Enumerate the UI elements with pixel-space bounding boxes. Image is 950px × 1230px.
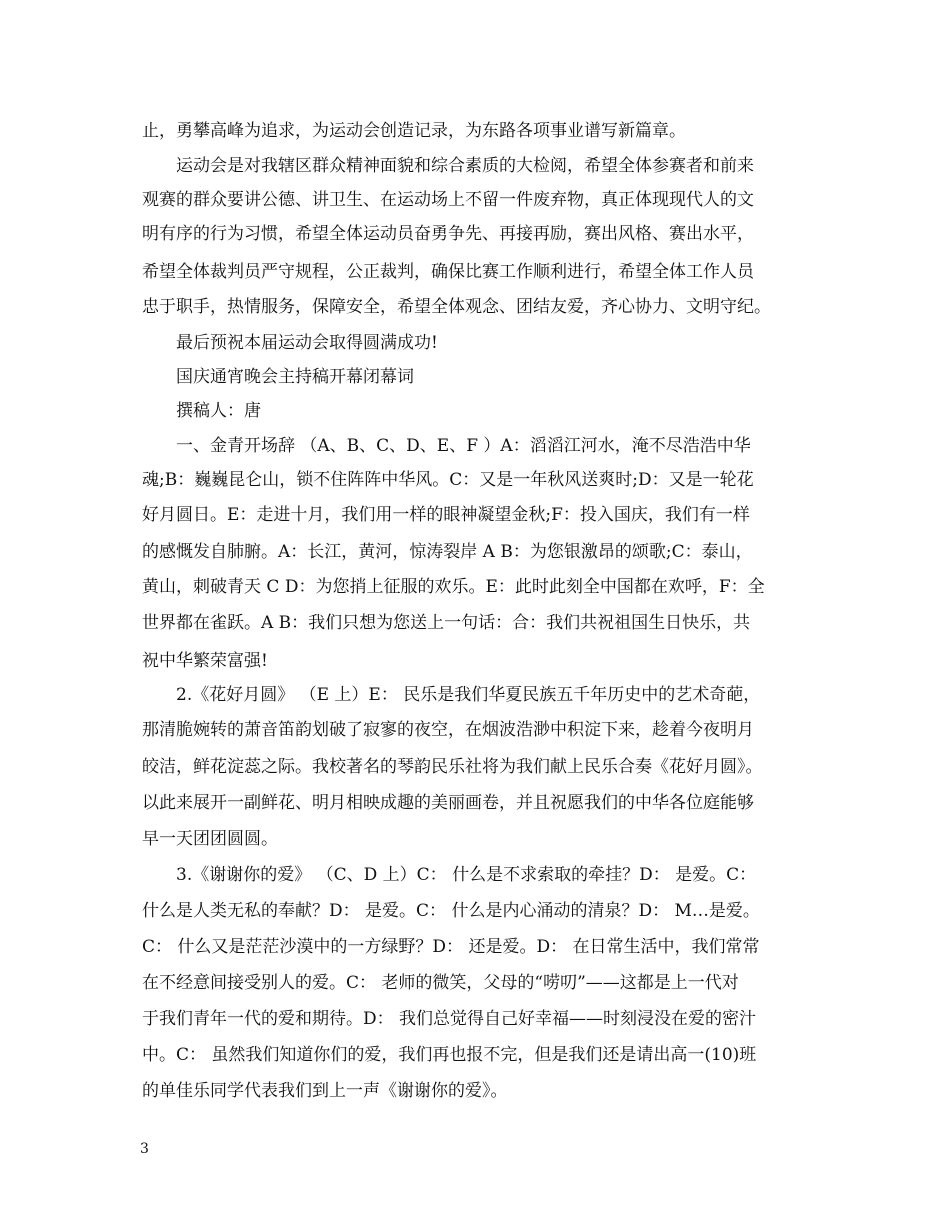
text-line: 希望全体裁判员严守规程，公正裁判，确保比赛工作顺利进行，希望全体工作人员 [142,262,754,282]
text-line: 中。C： 虽然我们知道你们的爱，我们再也报不完，但是我们还是请出高一(10)班 [142,1045,757,1065]
text-line: 以此来展开一副鲜花、明月相映成趣的美丽画卷，并且祝愿我们的中华各位庭能够 [142,793,754,813]
text-line: 一、金青开场辞 （A、B、C、D、E、F ）A：滔滔江河水，淹不尽浩浩中华 [176,436,751,456]
text-line: 早一天团团圆圆。 [142,829,278,849]
text-line: 于我们青年一代的爱和期待。D： 我们总觉得自己好幸福——时刻浸没在爱的密汁 [142,1009,757,1029]
text-line: 忠于职手，热情服务，保障安全，希望全体观念、团结友爱，齐心协力、文明守纪。 [142,297,771,317]
text-line: 2.《花好月圆》 （E 上）E： 民乐是我们华夏民族五千年历史中的艺术奇葩， [176,685,761,705]
text-line: 世界都在雀跃。A B：我们只想为您送上一句话：合：我们共祝祖国生日快乐，共 [142,613,751,633]
text-line: 祝中华繁荣富强! [142,651,268,671]
page-number: 3 [140,1141,149,1157]
text-line: C： 什么又是茫茫沙漠中的一方绿野？D： 还是爱。D： 在日常生活中，我们常常 [142,937,760,957]
text-line: 最后预祝本届运动会取得圆满成功! [176,333,438,353]
text-line: 观赛的群众要讲公德、讲卫生、在运动场上不留一件废弃物，真正体现现代人的文 [142,190,754,210]
text-line: 的感慨发自肺腑。A：长江，黄河，惊涛裂岸 A B：为您银激昂的颂歌;C：泰山， [142,542,753,562]
text-line: 皎洁，鲜花淀蕊之际。我校著名的琴韵民乐社将为我们献上民乐合奏《花好月圆》。 [142,757,763,777]
text-line: 好月圆日。E：走进十月，我们用一样的眼神凝望金秋;F：投入国庆，我们有一样 [142,505,750,525]
text-line: 运动会是对我辖区群众精神面貌和综合素质的大检阅，希望全体参赛者和前来 [176,156,754,176]
text-line: 什么是人类无私的奉献？D： 是爱。C： 什么是内心涌动的清泉？D： M…是爱。 [142,901,760,921]
text-line: 的单佳乐同学代表我们到上一声《谢谢你的爱》。 [142,1081,508,1101]
text-line: 魂;B：巍巍昆仑山，锁不住阵阵中华风。C：又是一年秋风送爽时;D：又是一轮花 [142,470,754,490]
text-line: 撰稿人：唐 [176,401,261,421]
text-line: 3.《谢谢你的爱》 （C、D 上）C： 什么是不求索取的牵挂？D： 是爱。C： [176,865,757,885]
text-line: 国庆通宵晚会主持稿开幕闭幕词 [176,367,414,387]
text-line: 那清脆婉转的萧音笛韵划破了寂寥的夜空，在烟波浩渺中积淀下来，趁着今夜明月 [142,720,754,740]
text-line: 止，勇攀高峰为追求，为运动会创造记录，为东路各项事业谱写新篇章。 [142,121,686,141]
text-line: 在不经意间接受别人的爱。C： 老师的微笑，父母的“唠叨”——这都是上一代对 [142,973,739,993]
text-line: 明有序的行为习惯，希望全体运动员奋勇争先、再接再励，赛出风格、赛出水平， [142,224,754,244]
text-line: 黄山，刺破青天 C D：为您捎上征服的欢乐。E：此时此刻全中国都在欢呼，F：全 [142,577,765,597]
